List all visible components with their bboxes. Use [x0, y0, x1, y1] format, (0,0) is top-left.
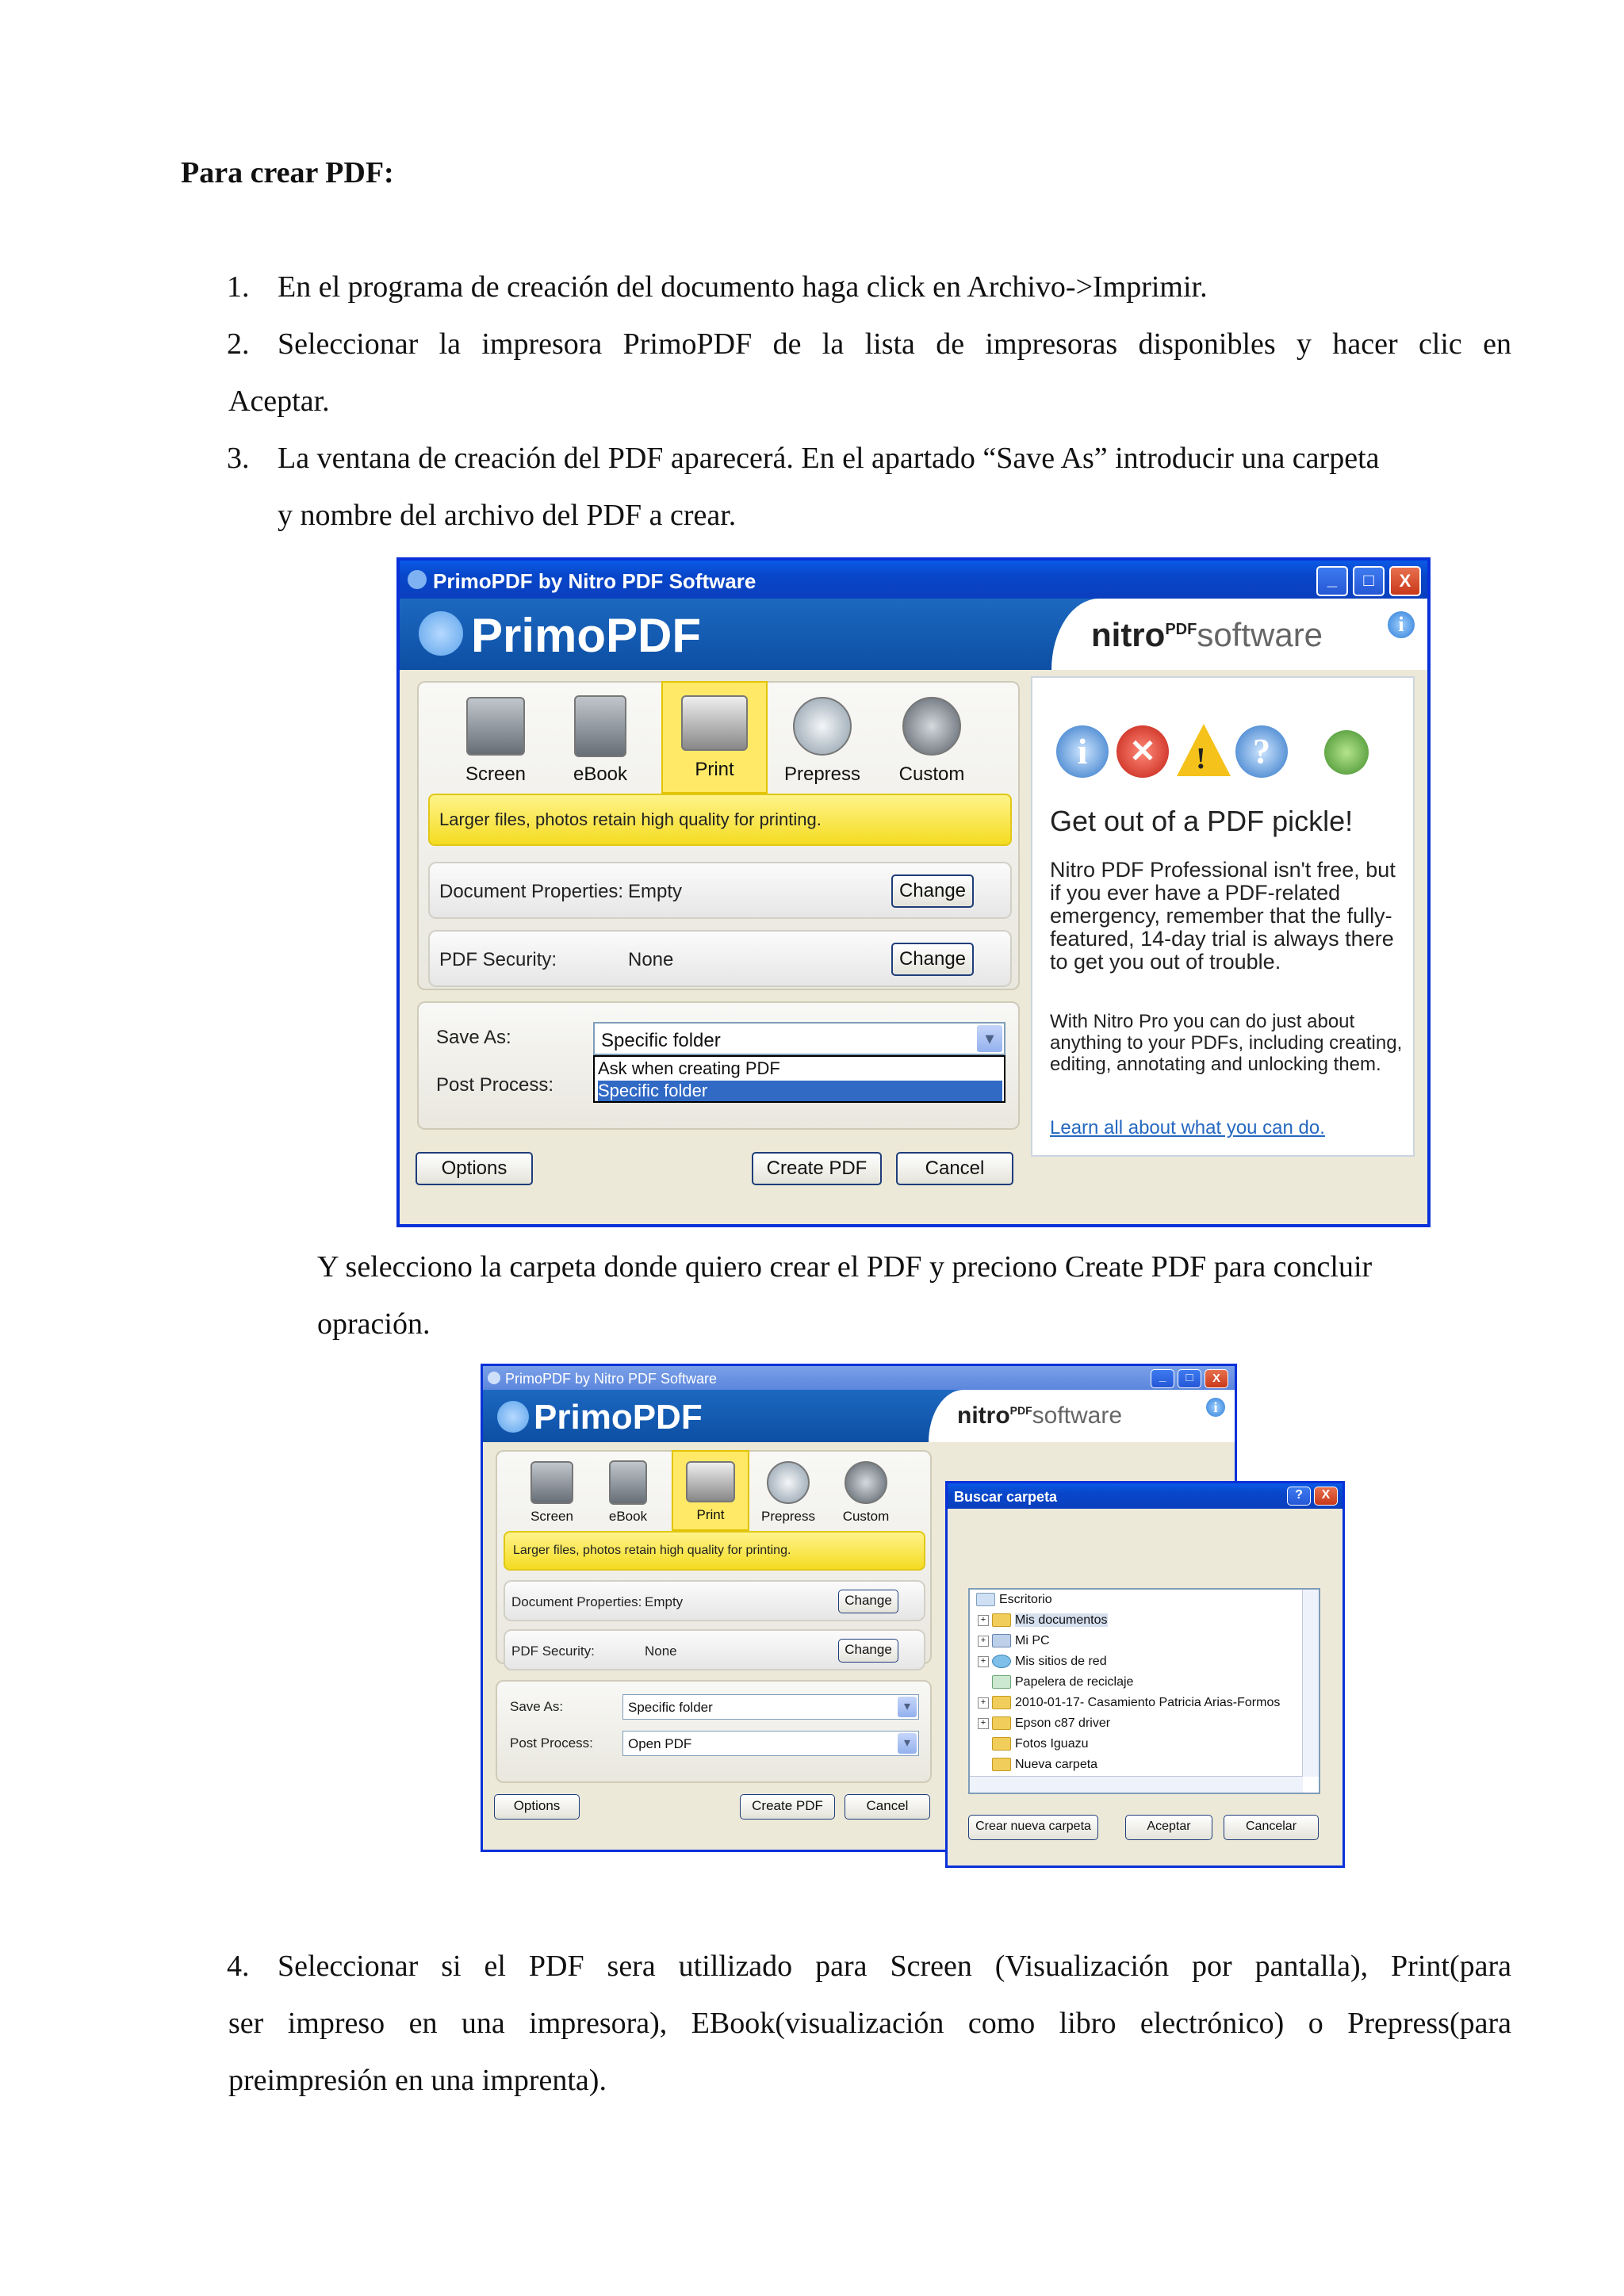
post-process-label: Post Process: — [436, 1074, 554, 1096]
document-properties-label: Document Properties: — [511, 1594, 642, 1609]
ebook-icon — [574, 695, 626, 757]
folder-icon — [992, 1758, 1011, 1771]
tab-label: Screen — [465, 763, 527, 785]
step-4-text-line2: ser impreso en una impresora), EBook(visualización como libro electrónico) o Prepress(para — [228, 2007, 1511, 2040]
tab-ebook[interactable] — [592, 1455, 664, 1531]
window-title: PrimoPDF by Nitro PDF Software — [505, 1371, 718, 1387]
save-as-select[interactable] — [593, 1022, 1005, 1055]
tree-item-network[interactable]: + Mis sitios de red — [978, 1655, 1107, 1669]
save-as-value: Specific folder — [628, 1700, 713, 1715]
primo-logo-icon — [497, 1401, 529, 1433]
document-properties-value: Empty — [645, 1594, 684, 1609]
gears-icon — [845, 1461, 887, 1504]
accept-button[interactable]: Aceptar — [1125, 1815, 1212, 1840]
folder-icon — [992, 1737, 1011, 1751]
folder-tree[interactable] — [968, 1588, 1320, 1794]
step-1-number: 1. — [227, 270, 250, 304]
user-support-icon — [1324, 730, 1369, 775]
profile-description: Larger files, photos retain high quality for printing. — [504, 1531, 925, 1571]
tree-item-folder[interactable]: Nueva carpeta — [992, 1758, 1097, 1772]
save-as-label: Save As: — [510, 1699, 564, 1714]
step-2-number: 2. — [227, 327, 250, 361]
maximize-button[interactable]: □ — [1178, 1369, 1201, 1388]
info-icon[interactable]: i — [1206, 1398, 1225, 1417]
ad-paragraph-2: With Nitro Pro you can do just about anything to your PDFs, including creating, editing, annotating and unlocking them. — [1050, 1011, 1403, 1075]
document-properties-row — [504, 1580, 925, 1621]
pdf-security-label: PDF Security: — [439, 949, 557, 970]
primopdf-window-1 — [396, 557, 1431, 1227]
dropdown-option-ask[interactable]: Ask when creating PDF — [598, 1058, 780, 1078]
folder-icon — [992, 1613, 1011, 1627]
ebook-icon — [609, 1460, 647, 1505]
step-4-text-line1: Seleccionar si el PDF sera utillizado para Screen (Visualización por pantalla), Print(para — [278, 1950, 1511, 1983]
magnifier-icon — [767, 1461, 810, 1504]
cancel-button[interactable]: Cancelar — [1224, 1815, 1319, 1840]
tab-label: Print — [696, 1507, 725, 1522]
page-heading: Para crear PDF: — [181, 156, 394, 189]
dropdown-option-specific-folder[interactable]: Specific folder — [598, 1081, 1002, 1101]
save-as-label: Save As: — [436, 1027, 511, 1048]
close-button[interactable]: X — [1205, 1369, 1228, 1388]
options-button[interactable]: Options — [416, 1152, 533, 1185]
document-properties-row — [428, 862, 1012, 919]
folder-icon — [992, 1696, 1011, 1709]
monitor-icon — [530, 1461, 573, 1504]
step-4-text-line3: preimpresión en una imprenta). — [228, 2064, 607, 2097]
cancel-button[interactable]: Cancel — [845, 1794, 930, 1820]
expand-icon[interactable]: + — [978, 1656, 989, 1667]
expand-icon[interactable]: + — [978, 1718, 989, 1729]
tab-label: Prepress — [760, 1509, 816, 1524]
expand-icon[interactable]: + — [978, 1697, 989, 1709]
tab-prepress[interactable] — [753, 1455, 824, 1531]
minimize-button[interactable]: _ — [1316, 566, 1348, 596]
vertical-scrollbar[interactable] — [1302, 1590, 1319, 1777]
error-icon: ✕ — [1116, 725, 1169, 778]
tree-item-desktop[interactable]: Escritorio — [976, 1593, 1052, 1607]
computer-icon — [992, 1634, 1011, 1647]
ad-paragraph-1: Nitro PDF Professional isn't free, but if you ever have a PDF-related emergency, remember that the fully-featured, 14-day trial is always there to get you out of trouble. — [1050, 858, 1396, 974]
dialog-body — [948, 1509, 1342, 1866]
follow-up-text-line2: opración. — [317, 1307, 431, 1341]
nitro-logo-area — [929, 1390, 1235, 1442]
new-folder-button[interactable]: Crear nueva carpeta — [968, 1815, 1098, 1840]
tree-item-recycle-bin[interactable]: Papelera de reciclaje — [992, 1675, 1133, 1689]
chevron-down-icon[interactable]: ▾ — [977, 1025, 1002, 1052]
post-process-label: Post Process: — [510, 1735, 593, 1751]
primopdf-logo: PrimoPDF — [534, 1398, 703, 1437]
pdf-security-row — [428, 930, 1012, 987]
dialog-title-bar — [948, 1483, 1342, 1509]
primopdf-logo: PrimoPDF — [471, 609, 702, 662]
info-icon[interactable]: i — [1388, 611, 1415, 638]
close-button[interactable]: X — [1389, 566, 1421, 596]
step-4-number: 4. — [227, 1950, 250, 1983]
document-properties-value: Empty — [628, 881, 683, 902]
tab-ebook[interactable] — [550, 687, 650, 794]
help-button[interactable]: ? — [1287, 1487, 1311, 1506]
create-pdf-button[interactable]: Create PDF — [752, 1152, 882, 1185]
nitro-logo: nitro$^{PDF}$software — [957, 1402, 1123, 1429]
profile-description: Larger files, photos retain high quality for printing. — [428, 794, 1012, 846]
tab-custom[interactable] — [882, 687, 982, 794]
post-process-value: Open PDF — [628, 1736, 692, 1751]
tree-item-my-documents[interactable]: + Mis documentos — [978, 1613, 1108, 1628]
tree-item-folder[interactable]: + Epson c87 driver — [978, 1716, 1110, 1731]
window-body — [400, 670, 1427, 1224]
step-1-text: En el programa de creación del documento haga click en Archivo->Imprimir. — [278, 270, 1208, 304]
dialog-title: Buscar carpeta — [954, 1489, 1058, 1505]
app-icon — [408, 570, 427, 589]
folder-icon — [992, 1716, 1011, 1730]
document-properties-label: Document Properties: — [439, 881, 624, 902]
tab-label: Prepress — [783, 763, 861, 785]
save-as-value: Specific folder — [601, 1030, 721, 1051]
tree-item-my-pc[interactable]: + Mi PC — [978, 1634, 1050, 1648]
network-icon — [992, 1655, 1011, 1668]
warning-mark: ! — [1196, 742, 1206, 775]
tab-label: eBook — [573, 763, 628, 785]
horizontal-scrollbar[interactable] — [970, 1776, 1303, 1793]
info-icon: i — [1056, 725, 1109, 778]
pdf-security-value: None — [645, 1644, 677, 1659]
tree-item-folder[interactable]: Fotos Iguazu — [992, 1737, 1089, 1751]
maximize-button[interactable]: □ — [1353, 566, 1385, 596]
tab-label: Print — [695, 759, 734, 780]
tab-screen[interactable] — [446, 687, 546, 794]
app-icon — [488, 1372, 500, 1384]
tab-label: Custom — [898, 763, 965, 785]
save-as-dropdown-list — [593, 1055, 1005, 1103]
window-title: PrimoPDF by Nitro PDF Software — [433, 569, 756, 593]
learn-more-link[interactable]: Learn all about what you can do. — [1050, 1117, 1325, 1138]
nitro-logo-area — [1051, 599, 1427, 670]
post-process-select[interactable] — [622, 1731, 919, 1756]
title-bar — [483, 1366, 1235, 1390]
nitro-ad-panel — [1031, 676, 1415, 1157]
gears-icon — [902, 697, 961, 756]
minimize-button[interactable]: _ — [1151, 1369, 1174, 1388]
step-3-text-line1: La ventana de creación del PDF aparecerá. En el apartado “Save As” introducir una carpeta — [278, 442, 1380, 475]
question-icon: ? — [1235, 725, 1288, 778]
printer-icon — [681, 695, 748, 751]
recycle-bin-icon — [992, 1675, 1011, 1689]
follow-up-text-line1: Y selecciono la carpeta donde quiero crear el PDF y preciono Create PDF para concluir — [317, 1250, 1373, 1284]
title-bar — [400, 561, 1427, 599]
create-pdf-button[interactable]: Create PDF — [740, 1794, 835, 1820]
primo-logo-icon — [419, 611, 463, 656]
change-properties-button[interactable]: Change — [838, 1590, 898, 1613]
close-button[interactable]: X — [1314, 1487, 1338, 1506]
banner — [483, 1390, 1235, 1442]
tab-screen[interactable] — [516, 1455, 588, 1531]
tab-label: eBook — [608, 1509, 648, 1524]
tab-label: Custom — [842, 1509, 890, 1524]
pdf-security-label: PDF Security: — [511, 1644, 595, 1659]
pdf-security-value: None — [628, 949, 674, 970]
chevron-down-icon[interactable]: ▾ — [898, 1697, 917, 1717]
tab-print[interactable] — [672, 1450, 749, 1531]
cancel-button[interactable]: Cancel — [896, 1152, 1013, 1185]
printer-icon — [686, 1461, 735, 1502]
step-3-text-line2: y nombre del archivo del PDF a crear. — [278, 499, 737, 532]
pdf-security-row — [504, 1629, 925, 1670]
step-3-number: 3. — [227, 442, 250, 475]
change-properties-button[interactable]: Change — [891, 874, 974, 908]
step-2-text-line1: Seleccionar la impresora PrimoPDF de la lista de impresoras disponibles y hacer clic en — [278, 327, 1511, 361]
monitor-icon — [466, 697, 525, 756]
tab-prepress[interactable] — [772, 687, 872, 794]
step-2-text-line2: Aceptar. — [228, 385, 330, 418]
ad-title: Get out of a PDF pickle! — [1050, 805, 1354, 837]
tab-print[interactable] — [661, 681, 768, 794]
browse-folder-dialog — [945, 1481, 1345, 1868]
tab-custom[interactable] — [830, 1455, 902, 1531]
chevron-down-icon[interactable]: ▾ — [898, 1733, 917, 1754]
magnifier-icon — [793, 697, 852, 756]
change-security-button[interactable]: Change — [838, 1639, 898, 1663]
save-as-select[interactable] — [622, 1694, 919, 1720]
tree-item-folder[interactable]: + 2010-01-17- Casamiento Patricia Arias-Formos — [978, 1696, 1280, 1710]
change-security-button[interactable]: Change — [891, 943, 974, 976]
desktop-icon — [976, 1593, 995, 1606]
tab-label: Screen — [530, 1509, 573, 1524]
expand-icon[interactable]: + — [978, 1615, 989, 1626]
banner — [400, 599, 1427, 670]
options-button[interactable]: Options — [494, 1794, 580, 1820]
expand-icon[interactable]: + — [978, 1636, 989, 1647]
nitro-logo: nitro$^{PDF}$software — [1091, 616, 1323, 653]
